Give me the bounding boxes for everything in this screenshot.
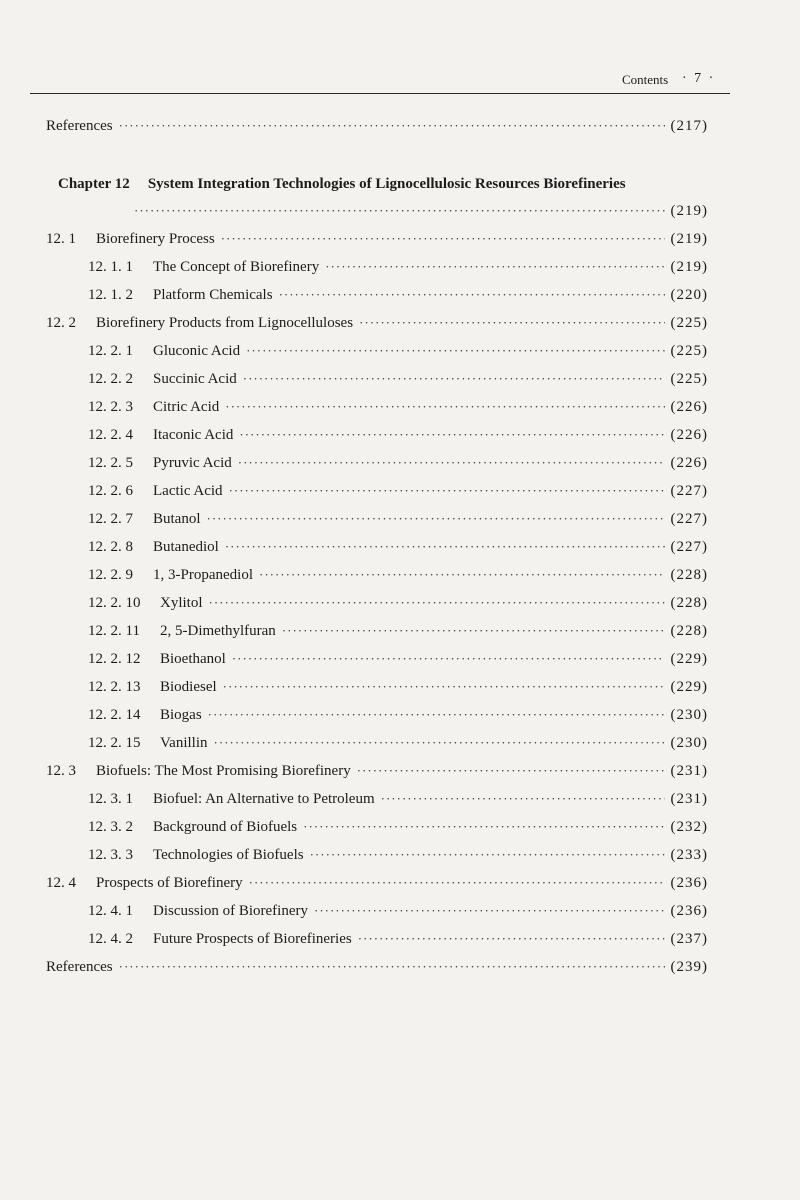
- toc-subsection[interactable]: [88, 455, 708, 479]
- toc-number: 12. 4: [46, 875, 76, 891]
- dot-leader: [310, 847, 665, 863]
- toc-page: (239): [670, 959, 708, 975]
- toc-title: Xylitol: [160, 595, 203, 611]
- dot-leader: [239, 427, 664, 443]
- dot-leader: [314, 903, 665, 919]
- dot-leader: [232, 651, 665, 667]
- toc-number: 12. 3. 3: [88, 847, 133, 863]
- toc-references-top[interactable]: [46, 118, 708, 142]
- dot-leader: [208, 707, 665, 723]
- dot-leader: [209, 595, 665, 611]
- toc-page: (232): [670, 819, 708, 835]
- toc-page: (227): [670, 511, 708, 527]
- toc-subsection[interactable]: [88, 399, 708, 423]
- toc-subsection[interactable]: [88, 931, 708, 955]
- toc-page: (225): [670, 315, 708, 331]
- toc-subsection[interactable]: [88, 511, 708, 535]
- toc-number: 12. 3. 2: [88, 819, 133, 835]
- toc-title: Biofuel: An Alternative to Petroleum: [153, 791, 375, 807]
- toc-page: (233): [670, 847, 708, 863]
- dot-leader: [279, 287, 665, 303]
- toc-page: (231): [670, 791, 708, 807]
- toc-page: (237): [670, 931, 708, 947]
- toc-page: (226): [670, 455, 708, 471]
- toc-number: 12. 2. 6: [88, 483, 133, 499]
- header-label: Contents: [622, 72, 669, 87]
- header-page-number: · 7 ·: [682, 71, 716, 86]
- toc-page: (230): [670, 735, 708, 751]
- toc-number: 12. 4. 2: [88, 931, 133, 947]
- toc-title: Lactic Acid: [153, 483, 223, 499]
- toc-number: 12. 2. 8: [88, 539, 133, 555]
- toc-subsection[interactable]: [88, 259, 708, 283]
- toc-title: Butanol: [153, 511, 201, 527]
- dot-leader: [207, 511, 665, 527]
- toc-title: References: [46, 118, 113, 134]
- toc-number: 12. 2. 5: [88, 455, 133, 471]
- dot-leader: [225, 539, 665, 555]
- chapter-title: System Integration Technologies of Lignocellulosic Resources Biorefineries: [147, 176, 626, 192]
- toc-number: 12. 3. 1: [88, 791, 133, 807]
- toc-title: Gluconic Acid: [153, 343, 241, 359]
- toc-page: (229): [670, 679, 708, 695]
- toc-title: Future Prospects of Biorefineries: [153, 931, 352, 947]
- chapter-number: Chapter 12: [58, 176, 130, 192]
- toc-subsection[interactable]: [88, 623, 708, 647]
- toc-title: Biorefinery Process: [96, 231, 215, 247]
- toc-title: Biogas: [160, 707, 202, 723]
- toc-subsection[interactable]: [88, 287, 708, 311]
- dot-leader: [229, 483, 665, 499]
- dot-leader: [325, 259, 664, 275]
- toc-page: (220): [670, 287, 708, 303]
- toc-number: 12. 3: [46, 763, 76, 779]
- toc-number: 12. 2. 15: [88, 735, 141, 751]
- toc-subsection[interactable]: [88, 735, 708, 759]
- toc-subsection[interactable]: [88, 343, 708, 367]
- toc-subsection[interactable]: [88, 707, 708, 731]
- dot-leader: [225, 399, 664, 415]
- toc-section[interactable]: [46, 231, 708, 255]
- dot-leader: [243, 371, 665, 387]
- toc-subsection[interactable]: [88, 427, 708, 451]
- toc-page: (219): [670, 259, 708, 275]
- toc-title: 1, 3-Propanediol: [153, 567, 253, 583]
- dot-leader: [221, 231, 665, 247]
- toc-number: 12. 1. 1: [88, 259, 133, 275]
- toc-title: Discussion of Biorefinery: [153, 903, 308, 919]
- toc-number: 12. 2. 7: [88, 511, 133, 527]
- toc-number: 12. 2. 12: [88, 651, 141, 667]
- dot-leader: [381, 791, 665, 807]
- toc-number: 12. 1: [46, 231, 76, 247]
- toc-title: Biofuels: The Most Promising Biorefinery: [96, 763, 351, 779]
- dot-leader: [358, 931, 665, 947]
- toc-subsection[interactable]: [88, 903, 708, 927]
- dot-leader: [282, 623, 665, 639]
- toc-title: Vanillin: [160, 735, 208, 751]
- toc-subsection[interactable]: [88, 679, 708, 703]
- toc-subsection[interactable]: [88, 595, 708, 619]
- toc-title: Background of Biofuels: [153, 819, 298, 835]
- toc-title: Succinic Acid: [153, 371, 237, 387]
- dot-leader: [359, 315, 664, 331]
- toc-page: (230): [670, 707, 708, 723]
- toc-page: (227): [670, 483, 708, 499]
- toc-section[interactable]: [46, 875, 708, 899]
- toc-subsection[interactable]: [88, 847, 708, 871]
- dot-leader: [246, 343, 664, 359]
- toc-number: 12. 2: [46, 315, 76, 331]
- header-rule: [30, 93, 730, 94]
- toc-page: (217): [670, 118, 708, 134]
- toc-page: (226): [670, 427, 708, 443]
- toc-number: 12. 4. 1: [88, 903, 133, 919]
- toc-number: 12. 2. 13: [88, 679, 141, 695]
- toc-page: (228): [670, 595, 708, 611]
- toc-page: (228): [670, 567, 708, 583]
- dot-leader: [223, 679, 665, 695]
- toc-title: Citric Acid: [153, 399, 220, 415]
- toc-section[interactable]: [46, 763, 708, 787]
- toc-page: (219): [670, 231, 708, 247]
- toc-number: 12. 2. 3: [88, 399, 133, 415]
- toc-page: (228): [670, 623, 708, 639]
- toc-title: Itaconic Acid: [153, 427, 234, 443]
- toc-number: 12. 2. 2: [88, 371, 133, 387]
- chapter-page: (219): [670, 203, 708, 219]
- toc-number: 12. 2. 4: [88, 427, 133, 443]
- toc-page: (225): [670, 371, 708, 387]
- toc-page: (225): [670, 343, 708, 359]
- toc-title: Biorefinery Products from Lignocelluloses: [96, 315, 354, 331]
- toc-subsection[interactable]: [88, 819, 708, 843]
- toc-subsection[interactable]: [88, 371, 708, 395]
- toc-page: (229): [670, 651, 708, 667]
- toc-subsection[interactable]: [88, 483, 708, 507]
- dot-leader: [249, 875, 665, 891]
- toc-title: Butanediol: [153, 539, 219, 555]
- dot-leader: [119, 959, 665, 975]
- toc-title: Bioethanol: [160, 651, 226, 667]
- chapter-page-line: [134, 203, 708, 227]
- toc-title: Pyruvic Acid: [153, 455, 232, 471]
- dot-leader: [259, 567, 665, 583]
- dot-leader: [214, 735, 665, 751]
- toc-title: Biodiesel: [160, 679, 217, 695]
- toc-page: (227): [670, 539, 708, 555]
- toc-number: 12. 2. 1: [88, 343, 133, 359]
- toc-references-bottom[interactable]: [46, 959, 708, 983]
- toc-subsection[interactable]: [88, 567, 708, 591]
- dot-leader: [119, 118, 665, 134]
- toc-number: 12. 2. 10: [88, 595, 141, 611]
- toc-page: (236): [670, 875, 708, 891]
- dot-leader: [238, 455, 665, 471]
- toc-subsection[interactable]: [88, 651, 708, 675]
- toc-title: Platform Chemicals: [153, 287, 273, 303]
- toc-title: References: [46, 959, 113, 975]
- dot-leader: [357, 763, 665, 779]
- dot-leader: [303, 819, 664, 835]
- toc-subsection[interactable]: [88, 539, 708, 563]
- toc-title: 2, 5-Dimethylfuran: [160, 623, 276, 639]
- dot-leader: [134, 203, 665, 219]
- toc-title: Technologies of Biofuels: [153, 847, 304, 863]
- toc-page: (231): [670, 763, 708, 779]
- toc-page: (226): [670, 399, 708, 415]
- chapter-heading[interactable]: [58, 176, 626, 193]
- toc-number: 12. 2. 9: [88, 567, 133, 583]
- toc-number: 12. 1. 2: [88, 287, 133, 303]
- toc-title: Prospects of Biorefinery: [96, 875, 243, 891]
- toc-number: 12. 2. 11: [88, 623, 140, 639]
- toc-title: The Concept of Biorefinery: [153, 259, 320, 275]
- toc-page: (236): [670, 903, 708, 919]
- running-header: [0, 72, 800, 92]
- toc-section[interactable]: [46, 315, 708, 339]
- toc-subsection[interactable]: [88, 791, 708, 815]
- toc-number: 12. 2. 14: [88, 707, 141, 723]
